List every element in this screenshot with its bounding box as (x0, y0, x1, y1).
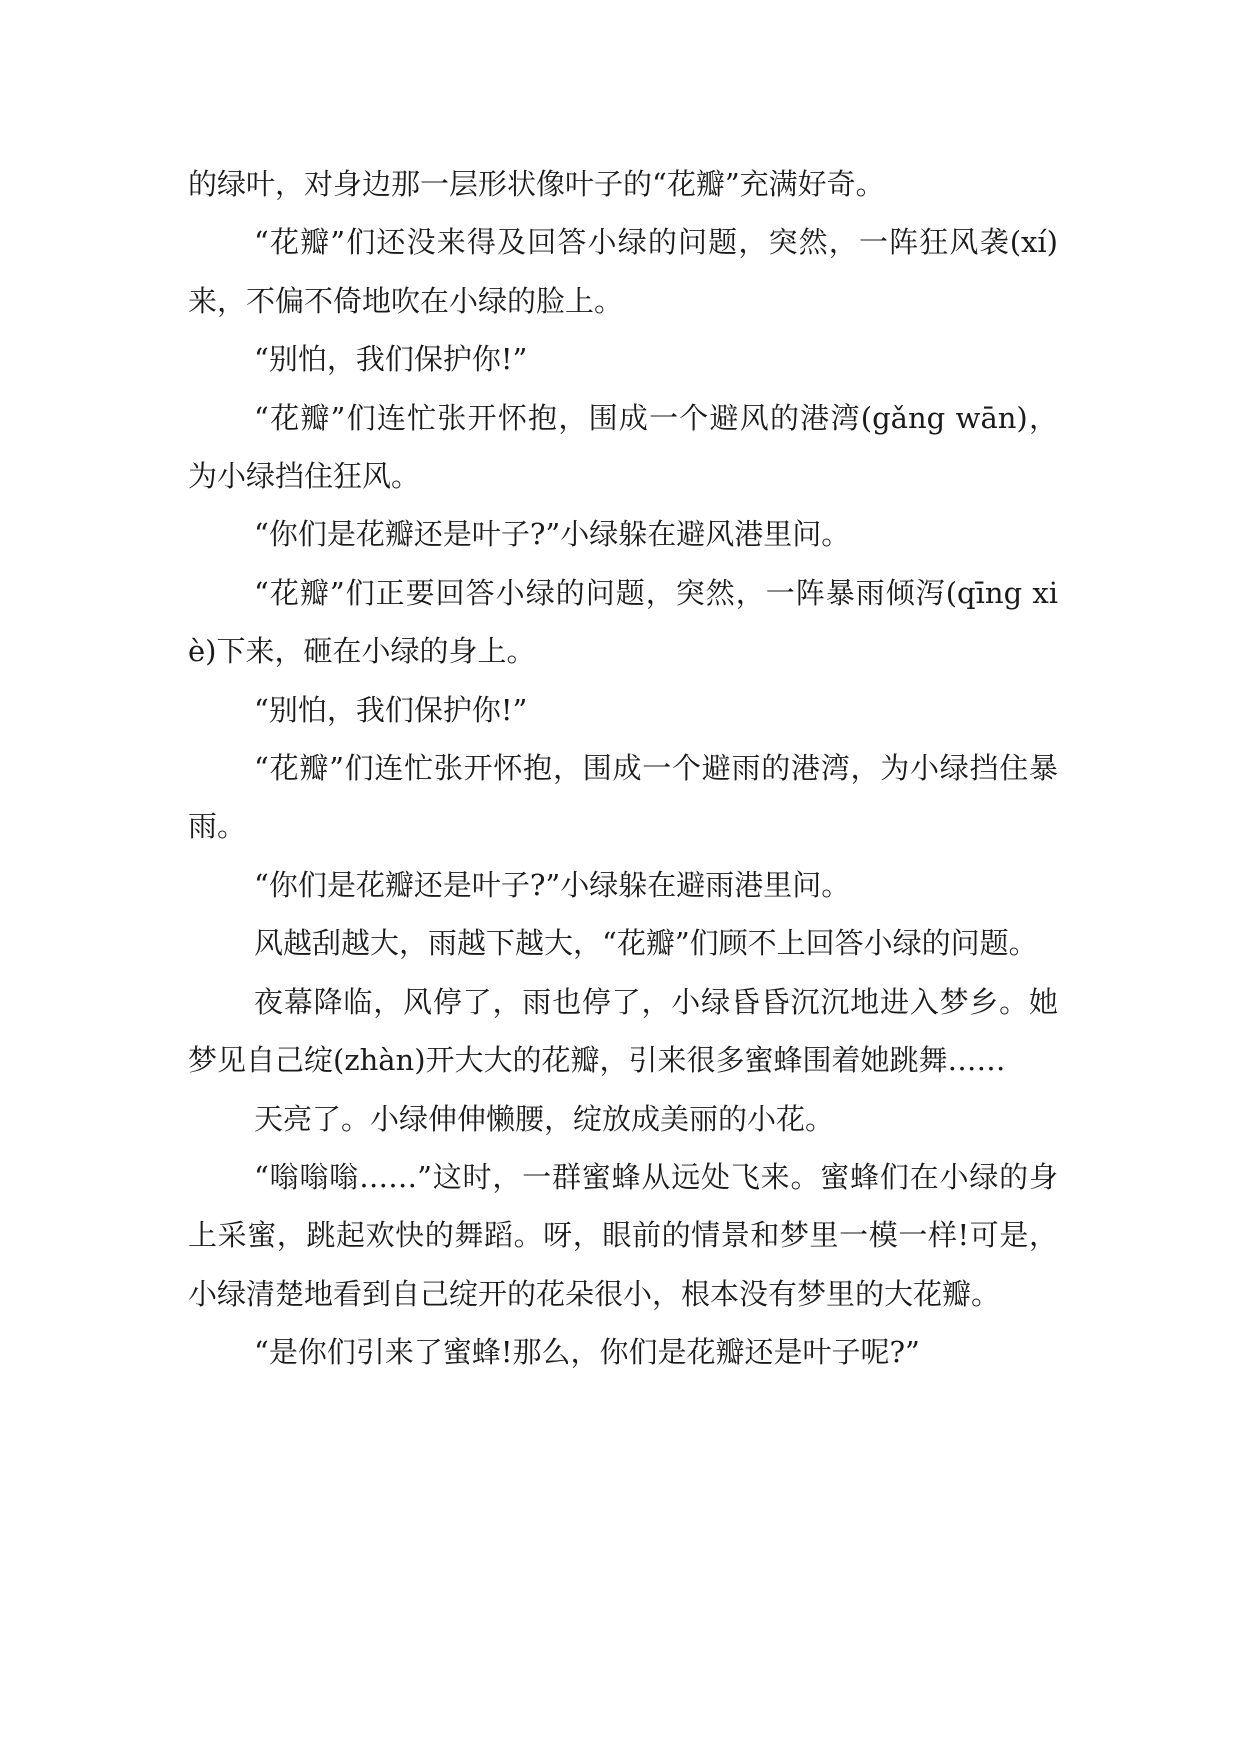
paragraph: “花瓣”们连忙张开怀抱，围成一个避雨的港湾，为小绿挡住暴雨。 (188, 751, 1058, 844)
paragraph: “嗡嗡嗡……”这时，一群蜜蜂从远处飞来。蜜蜂们在小绿的身上采蜜，跳起欢快的舞蹈。呀，眼前的情景和梦里一模一样!可是，小绿清楚地看到自己绽开的花朵很小，根本没有梦里的大花瓣。 (188, 1159, 1058, 1311)
paragraph: “花瓣”们连忙张开怀抱，围成一个避风的港湾(gǎng wān)，为小绿挡住狂风。 (188, 400, 1058, 494)
story-text (188, 155, 1058, 1382)
paragraph: “花瓣”们还没来得及回答小绿的问题，突然，一阵狂风袭(xí)来，不偏不倚地吹在小绿的脸上。 (188, 225, 1058, 318)
paragraph: “是你们引来了蜜蜂!那么，你们是花瓣还是叶子呢?” (254, 1335, 920, 1370)
paragraph: 风越刮越大，雨越下越大，“花瓣”们顾不上回答小绿的问题。 (254, 926, 1038, 961)
paragraph: 夜幕降临，风停了，雨也停了，小绿昏昏沉沉地进入梦乡。她梦见自己绽(zhàn)开大大的花瓣，引来很多蜜蜂围着她跳舞…… (188, 984, 1058, 1078)
paragraph: 的绿叶，对身边那一层形状像叶子的“花瓣”充满好奇。 (188, 167, 885, 201)
paragraph: “花瓣”们正要回答小绿的问题，突然，一阵暴雨倾泻(qīng xiè)下来，砸在小绿的身上。 (188, 575, 1058, 669)
paragraph: “你们是花瓣还是叶子?”小绿躲在避雨港里问。 (254, 867, 851, 902)
paragraph: “你们是花瓣还是叶子?”小绿躲在避风港里问。 (254, 517, 851, 552)
paragraph: “别怕，我们保护你!” (254, 342, 528, 377)
paragraph: 天亮了。小绿伸伸懒腰，绽放成美丽的小花。 (254, 1101, 835, 1136)
paragraph: “别怕，我们保护你!” (254, 692, 528, 727)
